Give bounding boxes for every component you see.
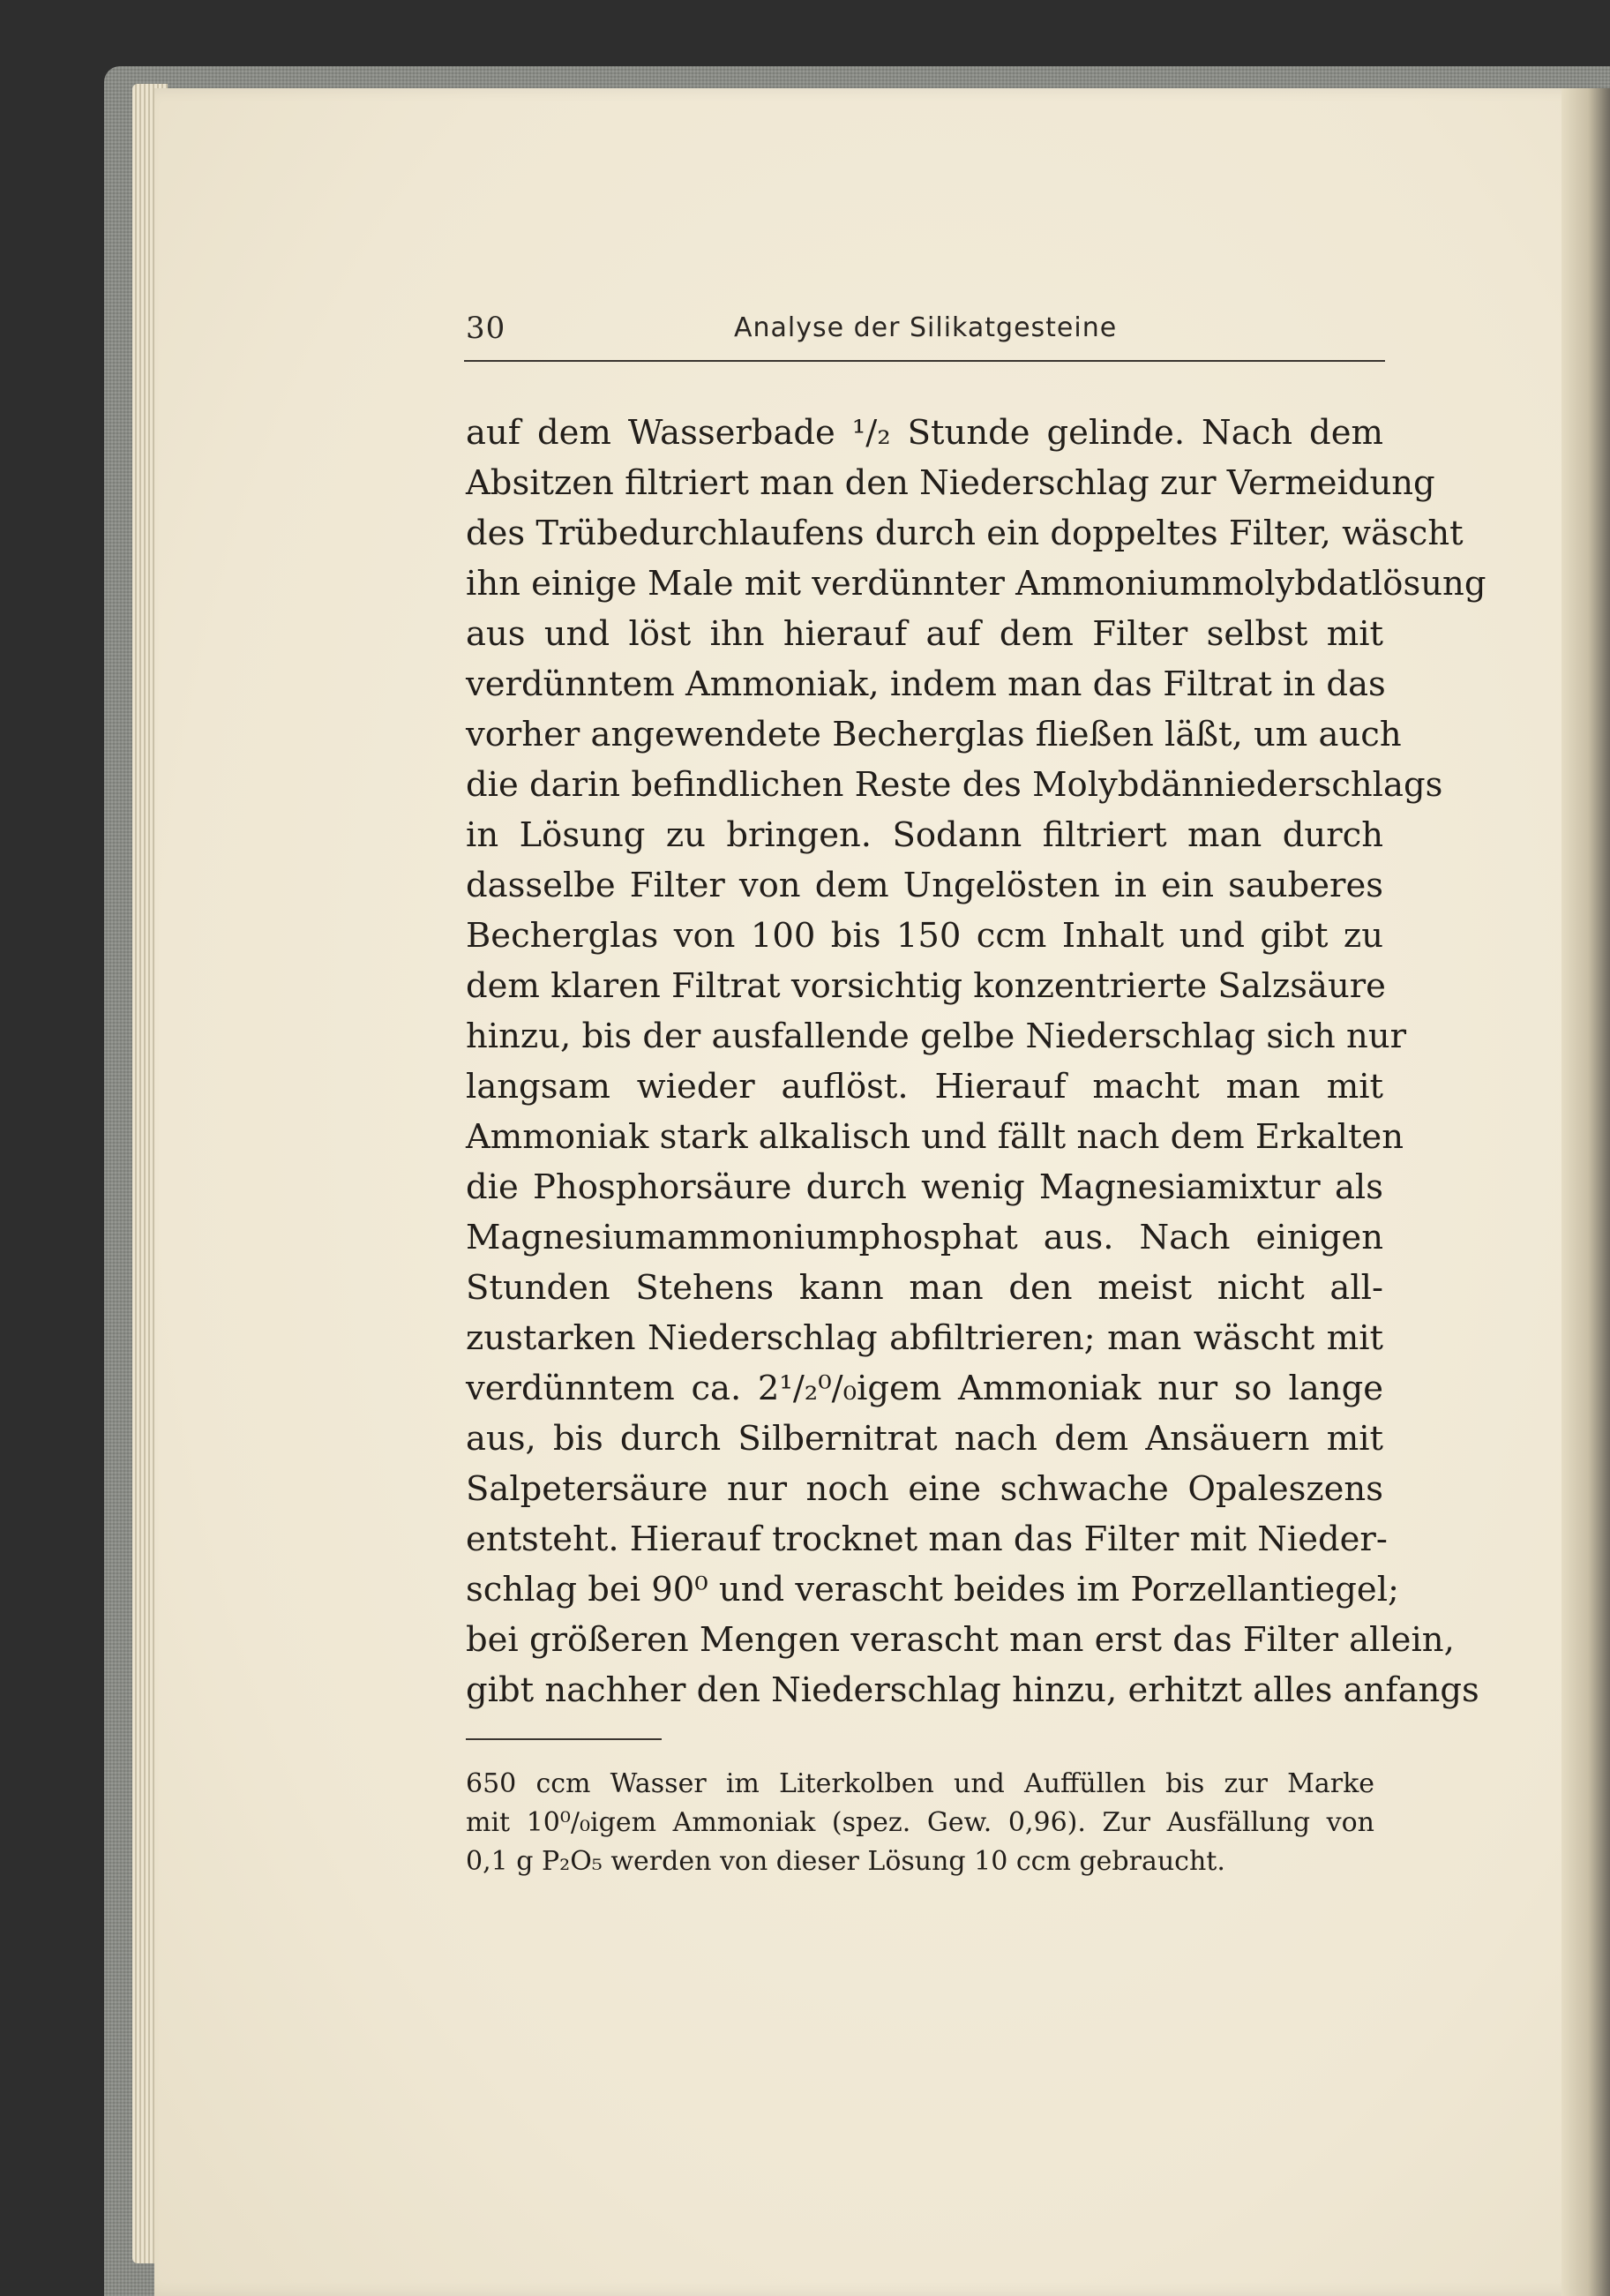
- text-line: die Phosphorsäure durch wenig Magnesiamixtur als: [466, 1167, 1383, 1207]
- text-line: ihn einige Male mit verdünnter Ammoniummolybdatlösung: [466, 564, 1486, 604]
- footnote: [466, 1765, 1374, 1881]
- page-gutter: [1561, 88, 1610, 2296]
- text-line: Ammoniak stark alkalisch und fällt nach dem Erkalten: [466, 1117, 1404, 1157]
- text-line: Salpetersäure nur noch eine schwache Opaleszens: [466, 1469, 1383, 1509]
- text-line: in Lösung zu bringen. Sodann filtriert man durch: [466, 815, 1383, 855]
- text-line: dasselbe Filter von dem Ungelösten in ein sauberes: [466, 866, 1383, 905]
- text-line: auf dem Wasserbade ¹/₂ Stunde gelinde. Nach dem: [466, 413, 1383, 453]
- running-head-title: Analyse der Silikatgesteine: [734, 312, 1118, 343]
- footnote-line: mit 10⁰/₀igem Ammoniak (spez. Gew. 0,96). Zur Ausfällung von: [466, 1807, 1374, 1838]
- text-line: verdünntem Ammoniak, indem man das Filtrat in das: [466, 664, 1386, 704]
- text-line: des Trübedurchlaufens durch ein doppeltes Filter, wäscht: [466, 514, 1464, 553]
- text-line: aus und löst ihn hierauf auf dem Filter selbst mit: [466, 614, 1383, 654]
- text-line: Absitzen filtriert man den Niederschlag zur Vermeidung: [466, 463, 1435, 503]
- text-line: gibt nachher den Niederschlag hinzu, erhitzt alles anfangs: [466, 1670, 1479, 1710]
- text-line: langsam wieder auflöst. Hierauf macht man mit: [466, 1067, 1383, 1107]
- text-line: vorher angewendete Becherglas fließen läßt, um auch: [466, 715, 1402, 754]
- text-line: schlag bei 90⁰ und verascht beides im Porzellantiegel;: [466, 1570, 1399, 1609]
- header-rule: [464, 360, 1385, 362]
- text-line: hinzu, bis der ausfallende gelbe Niederschlag sich nur: [466, 1017, 1407, 1056]
- text-line: bei größeren Mengen verascht man erst das Filter allein,: [466, 1620, 1455, 1660]
- page-number: 30: [466, 311, 506, 346]
- text-line: Magnesiumammoniumphosphat aus. Nach einigen: [466, 1218, 1383, 1257]
- running-head: [466, 311, 1385, 353]
- footnote-line: 0,1 g P₂O₅ werden von dieser Lösung 10 ccm gebraucht.: [466, 1846, 1225, 1877]
- text-line: verdünntem ca. 2¹/₂⁰/₀igem Ammoniak nur so lange: [466, 1369, 1383, 1408]
- text-line: Stunden Stehens kann man den meist nicht all-: [466, 1268, 1383, 1308]
- text-line: dem klaren Filtrat vorsichtig konzentrierte Salzsäure: [466, 966, 1386, 1006]
- text-line: aus, bis durch Silbernitrat nach dem Ansäuern mit: [466, 1419, 1383, 1459]
- body-text: [466, 408, 1486, 1715]
- text-line: entsteht. Hierauf trocknet man das Filter mit Nieder-: [466, 1519, 1388, 1559]
- footnote-line: 650 ccm Wasser im Literkolben und Auffüllen bis zur Marke: [466, 1768, 1374, 1799]
- text-line: die darin befindlichen Reste des Molybdänniederschlags: [466, 765, 1443, 805]
- text-line: zustarken Niederschlag abfiltrieren; man wäscht mit: [466, 1318, 1383, 1358]
- text-line: Becherglas von 100 bis 150 ccm Inhalt und gibt zu: [466, 916, 1383, 956]
- footnote-rule: [466, 1738, 662, 1740]
